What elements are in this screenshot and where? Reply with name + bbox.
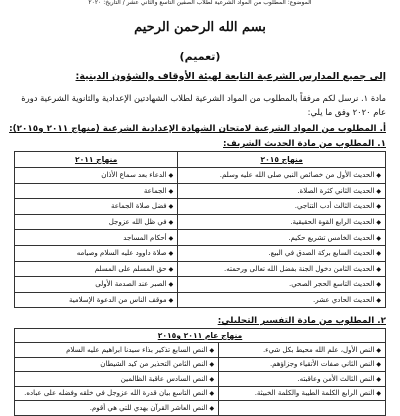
table-cell: النص التاسع بيان قدرة الله عزوجل في خلقه وفضله على عباده. bbox=[24, 389, 208, 398]
table-cell: النص العاشر القرآن يهدي للتي هي أقوم. bbox=[89, 403, 208, 412]
table-row: ◆الحديث الثالث أدب التناجي. ◆فضل صلاة الجماعة bbox=[15, 199, 386, 215]
table-cell: الجماعة bbox=[143, 186, 167, 195]
table-row: ◆النص الثالث الأمن وعاقبته. ◆النص السادس عاقبة الظالمين bbox=[15, 372, 386, 387]
table-row: ◆النص الثاني صفات الأتقياء وجزاؤهم. ◆النص الثامن التحذير من كيد الشيطان bbox=[15, 357, 386, 372]
table-cell: صلاة داوود عليه السلام وصيامه bbox=[76, 249, 167, 258]
column-header-2015: منهاج ٢٠١٥ bbox=[178, 152, 386, 168]
table-cell: النص السادس عاقبة الظالمين bbox=[120, 374, 208, 383]
table-row: ◆الحديث الخامس تشريع حكيم. ◆أحكام المساجد bbox=[15, 230, 386, 246]
table-cell: النص الأول، علم الله محيط بكل شيء. bbox=[262, 345, 375, 354]
table-cell: الحديث الثاني كثرة الصلاة. bbox=[297, 186, 375, 195]
table-cell: الحديث الرابع القوة الحقيقية. bbox=[290, 218, 375, 227]
table-cell: فضل صلاة الجماعة bbox=[110, 202, 167, 211]
table-cell: الصبر عند الصدمة الأولى bbox=[95, 280, 167, 289]
basmala: بسم الله الرحمن الرحيم bbox=[134, 20, 266, 35]
table-cell: النص الثالث الأمن وعاقبته. bbox=[297, 374, 375, 383]
table-cell: أحكام المساجد bbox=[123, 233, 167, 242]
table-cell: الحديث الثالث أدب التناجي. bbox=[294, 202, 375, 211]
table-cell: الحديث الخامس تشريع حكيم. bbox=[288, 233, 375, 242]
table-cell: الدعاء بعد سماع الأذان bbox=[101, 171, 167, 180]
table-cell: الحديث الحادي عشر. bbox=[312, 296, 375, 305]
column-header-2011-2015: منهاج عام ٢٠١١ و٢٠١٥ bbox=[15, 329, 386, 343]
table-cell: النص الثاني صفات الأتقياء وجزاؤهم. bbox=[269, 360, 375, 369]
table-row: ◆الحديث الثامن دخول الجنة بفضل الله تعالى ورحمته. ◆حق المسلم على المسلم bbox=[15, 261, 386, 277]
table-row: ◆الحديث الأول من خصائص النبي صلى الله عليه وسلم. ◆الدعاء بعد سماع الأذان bbox=[15, 168, 386, 184]
table-row: ◆النص الأول، علم الله محيط بكل شيء. ◆النص السابع تذكير بذاء سيدنا ابراهيم عليه السلام bbox=[15, 343, 386, 358]
tafsir-table-header-row bbox=[15, 329, 386, 343]
table-cell: الحديث التاسع الحجر الصحي. bbox=[288, 280, 375, 289]
table-cell: موقف الناس من الدعوة الإسلامية bbox=[69, 296, 167, 305]
table-cell: الحديث الثامن دخول الجنة بفضل الله تعالى ورحمته. bbox=[224, 264, 375, 273]
table-cell: في ظل الله عزوجل bbox=[108, 218, 167, 227]
table-cell: الحديث السابع بركة الصدق في البيع. bbox=[268, 249, 375, 258]
section-hadith-heading: ١. المطلوب من مادة الحديث الشريف: bbox=[223, 139, 386, 149]
tafsir-table bbox=[14, 328, 386, 416]
table-cell: الحديث الأول من خصائص النبي صلى الله عليه وسلم. bbox=[219, 171, 375, 180]
table-row: ◆الحديث السابع بركة الصدق في البيع. ◆صلاة داوود عليه السلام وصيامه bbox=[15, 245, 386, 261]
section-tafsir-heading: ٢. المطلوب من مادة التفسير التحليلي: bbox=[217, 316, 386, 326]
document-title: (تعميم) bbox=[179, 50, 221, 63]
table-row: ◆الحديث التاسع الحجر الصحي. ◆الصبر عند الصدمة الأولى bbox=[15, 277, 386, 293]
recipient-line: إلى جميع المدارس الشرعية التابعة لهيئة الأوقاف والشؤون الدينية: bbox=[75, 71, 386, 82]
hadith-table bbox=[14, 151, 386, 308]
table-row: ◆الحديث الحادي عشر. ◆موقف الناس من الدعوة الإسلامية bbox=[15, 292, 386, 308]
table-cell: حق المسلم على المسلم bbox=[94, 264, 167, 273]
table-row: ◆النص العاشر القرآن يهدي للتي هي أقوم. bbox=[15, 401, 386, 416]
column-header-2011: منهاج ٢٠١١ bbox=[15, 152, 178, 168]
table-cell: النص السابع تذكير بذاء سيدنا ابراهيم عليه السلام bbox=[66, 345, 208, 354]
table-cell: النص الثامن التحذير من كيد الشيطان bbox=[100, 360, 208, 369]
article-paragraph: مادة ١. نرسل لكم مرفقاً بالمطلوب من المواد الشرعية لطلاب الشهادتين الإعدادية والثانوية الشرعية دورة عام ٢٠٢٠ وفق ما يلي: bbox=[21, 93, 386, 117]
table-row: ◆الحديث الثاني كثرة الصلاة. ◆الجماعة bbox=[15, 183, 386, 199]
section-a-heading: أ. المطلوب من المواد الشرعية لامتحان الشهادة الإعدادية الشرعية (منهاج ٢٠١١ و٢٠١٥): bbox=[9, 124, 386, 134]
table-row: ◆الحديث الرابع القوة الحقيقية. ◆في ظل الله عزوجل bbox=[15, 214, 386, 230]
table-cell: النص الرابع الكلمة الطيبة والكلمة الخبيثة. bbox=[254, 389, 375, 398]
header-strip: الموضوع: المطلوب من المواد الشرعية لطلاب الصفين التاسع والثاني عشر / التاريخ: ٢٠٢٠ bbox=[88, 0, 312, 6]
table-row: ◆النص الرابع الكلمة الطيبة والكلمة الخبيثة. ◆النص التاسع بيان قدرة الله عزوجل في خلقه وفضله على عباده. bbox=[15, 386, 386, 401]
hadith-table-header-row bbox=[15, 152, 386, 168]
